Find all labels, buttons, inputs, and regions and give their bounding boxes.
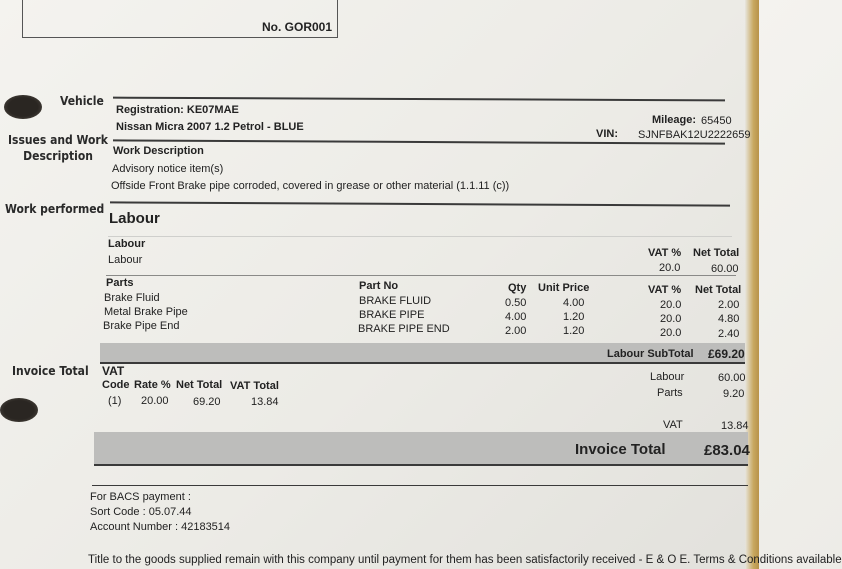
labour-row-rule xyxy=(106,275,736,276)
vat-net: 69.20 xyxy=(193,396,221,408)
registration: Registration: KE07MAE xyxy=(116,104,239,116)
labour-header: Labour xyxy=(108,238,146,250)
labour-row-vat: 20.0 xyxy=(659,262,681,274)
vat-rate-header: Rate % xyxy=(134,379,171,391)
part-net: 2.00 xyxy=(718,299,740,311)
work-line-1: Advisory notice item(s) xyxy=(112,163,224,175)
labour-subtotal-value: £69.20 xyxy=(708,347,745,361)
work-bottom-rule xyxy=(110,201,730,206)
vat-code-header: Code xyxy=(102,379,130,391)
summary-vat-value: 13.84 xyxy=(721,420,749,432)
section-invoice-total: Invoice Total xyxy=(12,364,89,378)
part-unit: 1.20 xyxy=(563,311,585,323)
part-desc: Metal Brake Pipe xyxy=(104,306,188,318)
subtotal-rule xyxy=(100,362,745,364)
summary-parts-value: 9.20 xyxy=(723,388,745,400)
part-qty: 2.00 xyxy=(505,325,527,337)
labour-row-net: 60.00 xyxy=(711,263,739,275)
part-qty: 0.50 xyxy=(505,297,527,309)
part-vat: 20.0 xyxy=(660,327,682,339)
invoice-total-value: £83.04 xyxy=(704,442,750,459)
section-issues-line2: Description xyxy=(23,149,93,163)
mileage-value: 65450 xyxy=(701,115,732,127)
section-vehicle: Vehicle xyxy=(60,94,104,108)
vin-label: VIN: xyxy=(596,128,618,140)
parts-net-header: Net Total xyxy=(695,284,742,296)
part-desc: Brake Pipe End xyxy=(103,320,180,332)
punch-hole-top xyxy=(4,95,42,119)
part-number: BRAKE PIPE xyxy=(359,309,425,321)
part-vat: 20.0 xyxy=(660,313,682,325)
labour-subtotal-label: Labour SubTotal xyxy=(607,348,694,360)
summary-labour-label: Labour xyxy=(650,371,685,383)
part-net: 2.40 xyxy=(718,328,740,340)
part-vat: 20.0 xyxy=(660,299,682,311)
invoice-total-label: Invoice Total xyxy=(575,441,666,458)
partno-header: Part No xyxy=(359,280,399,292)
desk-edge xyxy=(745,0,759,569)
parts-header: Parts xyxy=(106,277,134,289)
vehicle-model: Nissan Micra 2007 1.2 Petrol - BLUE xyxy=(116,121,304,133)
vat-rate: 20.00 xyxy=(141,395,169,407)
vin-value: SJNFBAK12U2222659 xyxy=(638,129,751,141)
section-issues: Issues and Work xyxy=(8,133,108,147)
parts-vat-header: VAT % xyxy=(648,284,682,296)
part-net: 4.80 xyxy=(718,313,740,325)
punch-hole-bottom xyxy=(0,398,38,422)
payment-sort-code: Sort Code : 05.07.44 xyxy=(90,506,192,518)
labour-top-rule xyxy=(108,236,732,237)
vehicle-bottom-rule xyxy=(113,139,725,144)
unit-price-header: Unit Price xyxy=(538,282,590,294)
section-work-performed: Work performed xyxy=(5,202,105,216)
labour-row-desc: Labour xyxy=(108,254,143,266)
footer-terms: Title to the goods supplied remain with this company until payment for them has been satisfactorily received - E & O E. Terms & Conditions available xyxy=(88,554,842,566)
labour-title: Labour xyxy=(109,210,160,227)
part-number: BRAKE PIPE END xyxy=(358,323,450,335)
invoice-number: No. GOR001 xyxy=(262,20,333,34)
vat-table-title: VAT xyxy=(102,364,125,378)
payment-top-rule xyxy=(92,485,748,486)
part-qty: 4.00 xyxy=(505,311,527,323)
payment-account-number: Account Number : 42183514 xyxy=(90,521,231,533)
summary-labour-value: 60.00 xyxy=(718,372,746,384)
summary-parts-label: Parts xyxy=(657,387,683,399)
work-line-2: Offside Front Brake pipe corroded, covered in grease or other material (1.1.11 (c)) xyxy=(111,180,510,192)
part-desc: Brake Fluid xyxy=(104,292,160,304)
part-unit: 1.20 xyxy=(563,325,585,337)
labour-vat-header: VAT % xyxy=(648,247,682,259)
vehicle-top-rule xyxy=(113,97,725,102)
part-number: BRAKE FLUID xyxy=(359,295,432,307)
summary-vat-label: VAT xyxy=(663,419,683,431)
qty-header: Qty xyxy=(508,282,527,294)
vat-net-header: Net Total xyxy=(176,379,223,391)
labour-net-header: Net Total xyxy=(693,247,740,259)
payment-line-1: For BACS payment : xyxy=(90,491,191,503)
work-description-heading: Work Description xyxy=(113,145,204,157)
vat-total: 13.84 xyxy=(251,396,279,408)
mileage-label: Mileage: xyxy=(652,114,697,126)
vat-total-header: VAT Total xyxy=(230,380,279,392)
invoice-total-rule xyxy=(94,464,748,466)
part-unit: 4.00 xyxy=(563,297,585,309)
vat-code: (1) xyxy=(108,395,122,407)
